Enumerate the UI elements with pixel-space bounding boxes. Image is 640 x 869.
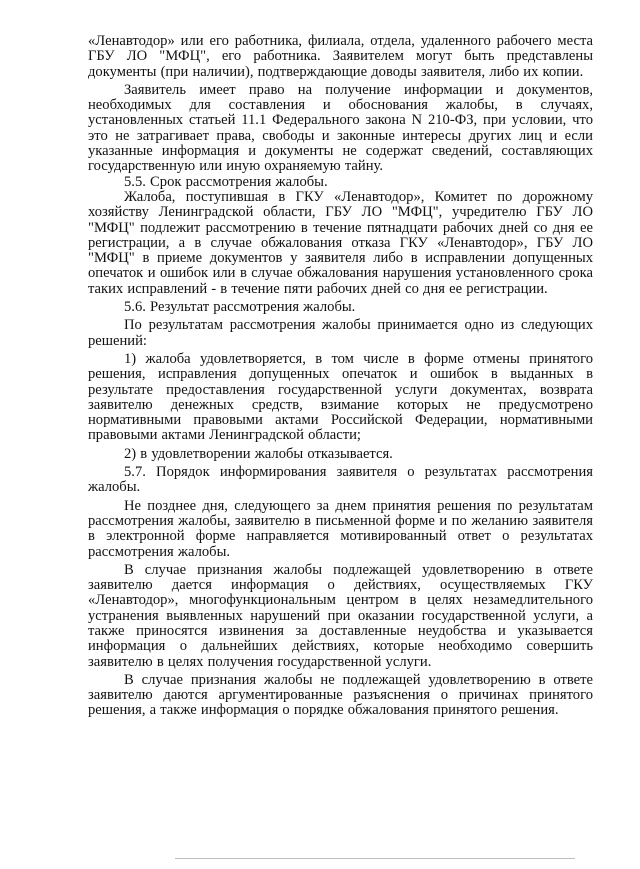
section-heading-5-6: 5.6. Результат рассмотрения жалобы. xyxy=(124,299,356,316)
list-item-complaint-refused: 2) в удовлетворении жалобы отказывается. xyxy=(124,445,393,462)
paragraph-refused-response: В случае признания жалобы не подлежащей удовлетворению в ответе заявителю даются аргументированные разъяснения о причинах принятого решения, а также информация о порядке обжалования принятого решения. xyxy=(88,671,593,719)
section-heading-5-5: 5.5. Срок рассмотрения жалобы. xyxy=(124,173,328,190)
paragraph-review-term: Жалоба, поступившая в ГКУ «Ленавтодор», Комитет по дорожному хозяйству Ленинградской области, ГБУ ЛО "МФЦ", учредителю ГБУ ЛО "МФЦ" подлежит рассмотрению в течение пятнадцати рабочих дней со дня ее регистрации, а в случае обжалования отказа ГКУ «Ленавтодор», ГБУ ЛО "МФЦ" в приеме документов у заявителя либо в исправлении допущенных опечаток и ошибок или в случае обжалования нарушения установленного срока таких исправлений - в течение пяти рабочих дней со дня ее регистрации. xyxy=(88,188,593,297)
paragraph-satisfied-response: В случае признания жалобы подлежащей удовлетворению в ответе заявителю дается информация о действиях, осуществляемых ГКУ «Ленавтодор», многофункциональным центром в целях незамедлительного устранения выявленных нарушений при оказании государственной услуги, а также приносятся извинения за доставленные неудобства и указывается информация о дальнейших действиях, которые необходимо совершить заявителю в целях получения государственной услуги. xyxy=(88,561,593,670)
page-edge-divider xyxy=(175,858,575,859)
paragraph-right-to-information: Заявитель имеет право на получение информации и документов, необходимых для составления и обоснования жалобы, в случаях, установленных статьей 11.1 Федерального закона N 210-ФЗ, при условии, что это не затрагивает права, свободы и законные интересы других лиц и если указанные информация и документы не содержат сведений, составляющих государственную или иную охраняемую тайну. xyxy=(88,81,593,175)
section-heading-5-7: 5.7. Порядок информирования заявителя о результатах рассмотрения жалобы. xyxy=(88,464,593,496)
list-item-complaint-satisfied: 1) жалоба удовлетворяется, в том числе в форме отмены принятого решения, исправления допущенных опечаток и ошибок в выданных в результате предоставления государственной услуги документах, возврата заявителю денежных средств, взимание которых не предусмотрено нормативными правовыми актами Российской Федерации, нормативными правовыми актами Ленинградской области; xyxy=(88,350,593,444)
paragraph-applicant-docs: «Ленавтодор» или его работника, филиала, отдела, удаленного рабочего места ГБУ ЛО "МФЦ", его работника. Заявителем могут быть представлены документы (при наличии), подтверждающие доводы заявителя, либо их копии. xyxy=(88,33,593,80)
paragraph-decision-options: По результатам рассмотрения жалобы принимается одно из следующих решений: xyxy=(88,317,593,349)
document-body xyxy=(88,34,593,719)
paragraph-response-deadline: Не позднее дня, следующего за днем принятия решения по результатам рассмотрения жалобы, заявителю в письменной форме и по желанию заявителя в электронной форме направляется мотивированный ответ о результатах рассмотрения жалобы. xyxy=(88,497,593,560)
